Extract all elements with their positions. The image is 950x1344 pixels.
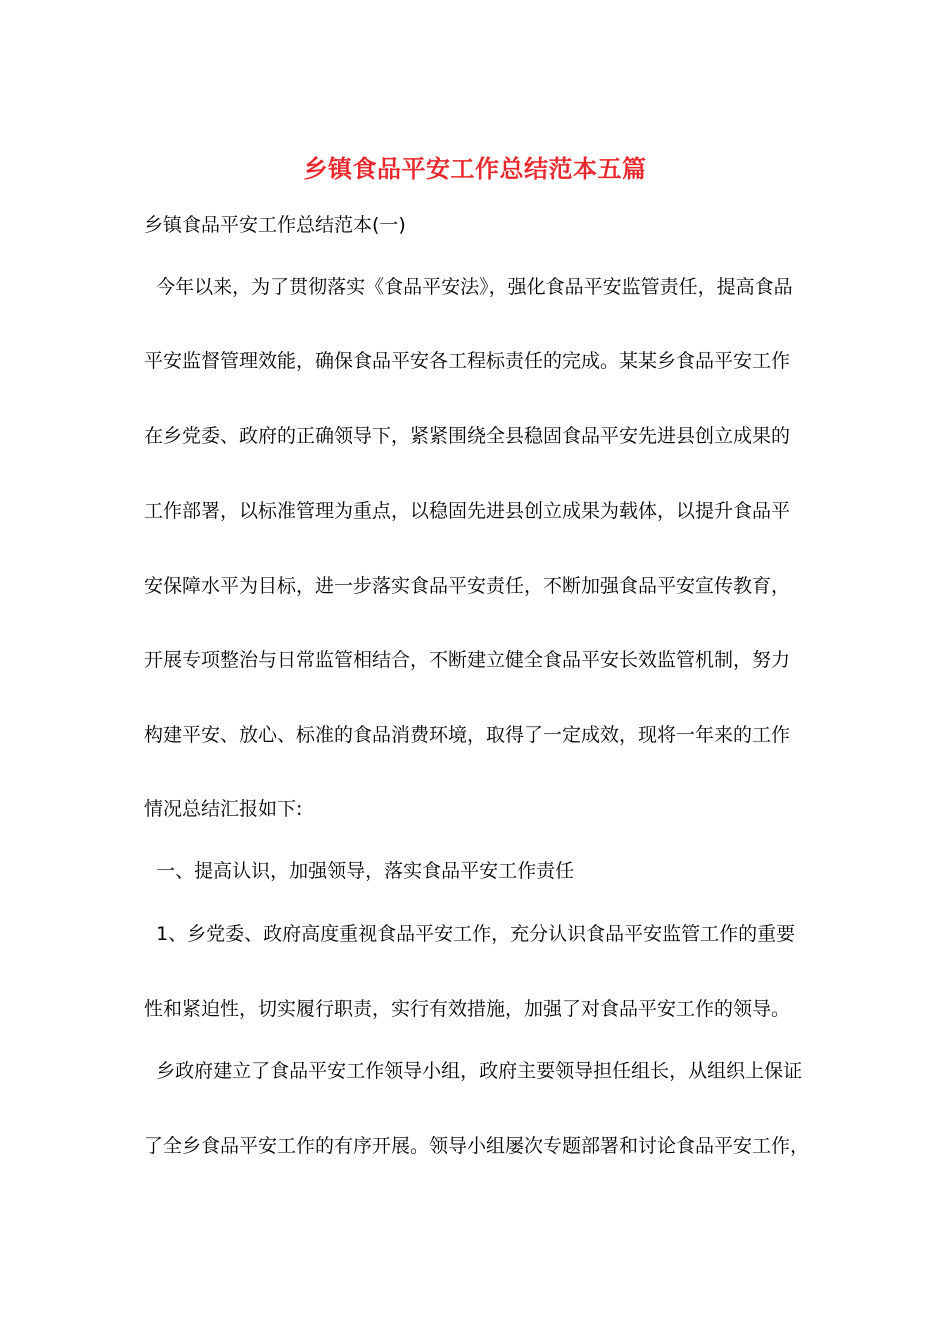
paragraph-line-9: 1、乡党委、政府高度重视食品平安工作，充分认识食品平安监管工作的重要 bbox=[144, 923, 796, 945]
section-heading-1: 一、提高认识，加强领导，落实食品平安工作责任 bbox=[144, 860, 575, 882]
paragraph-line-6: 开展专项整治与日常监管相结合，不断建立健全食品平安长效监管机制，努力 bbox=[144, 649, 791, 671]
paragraph-line-1: 今年以来，为了贯彻落实《食品平安法》，强化食品平安监管责任，提高食品 bbox=[144, 276, 793, 298]
paragraph-line-12: 了全乡食品平安工作的有序开展。领导小组屡次专题部署和讨论食品平安工作， bbox=[144, 1135, 810, 1157]
paragraph-line-3: 在乡党委、政府的正确领导下，紧紧围绕全县稳固食品平安先进县创立成果的 bbox=[144, 425, 791, 447]
paragraph-line-10: 性和紧迫性，切实履行职责，实行有效措施，加强了对食品平安工作的领导。 bbox=[144, 998, 791, 1020]
document-title: 乡镇食品平安工作总结范本五篇 bbox=[303, 154, 647, 183]
paragraph-line-7: 构建平安、放心、标准的食品消费环境，取得了一定成效，现将一年来的工作 bbox=[144, 724, 791, 746]
paragraph-line-5: 安保障水平为目标，进一步落实食品平安责任，不断加强食品平安宣传教育， bbox=[144, 575, 791, 597]
paragraph-line-8: 情况总结汇报如下: bbox=[144, 798, 303, 820]
paragraph-line-11: 乡政府建立了食品平安工作领导小组，政府主要领导担任组长，从组织上保证 bbox=[144, 1060, 803, 1082]
document-subtitle: 乡镇食品平安工作总结范本(一) bbox=[144, 214, 406, 236]
paragraph-line-2: 平安监督管理效能，确保食品平安各工程标责任的完成。某某乡食品平安工作 bbox=[144, 350, 791, 372]
paragraph-line-4: 工作部署，以标准管理为重点，以稳固先进县创立成果为载体，以提升食品平 bbox=[144, 500, 791, 522]
